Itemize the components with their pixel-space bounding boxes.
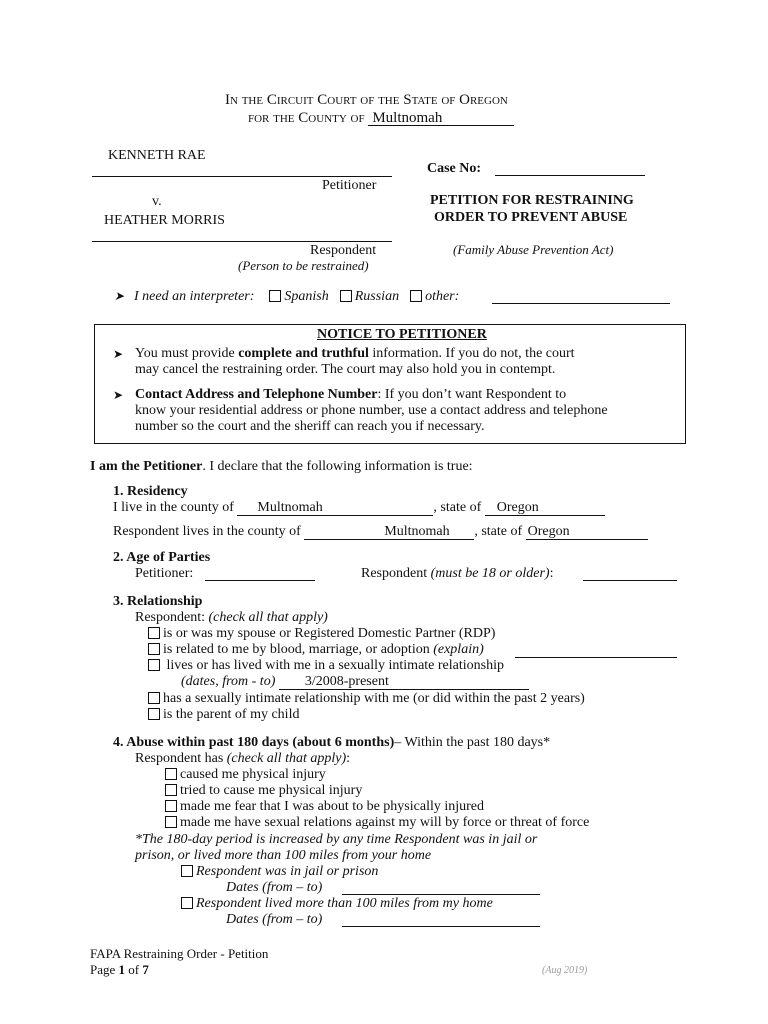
injury-checkbox[interactable] [165,768,177,780]
abuse-item-sexual: made me have sexual relations against my will by force or threat of force [165,815,589,831]
relationship-item-parent: is the parent of my child [148,707,299,723]
arrow-bullet-icon: ➤ [114,289,125,303]
petitioner-name[interactable]: KENNETH RAE [108,148,206,163]
petitioner-age-label: Petitioner: [135,566,194,581]
related-checkbox[interactable] [148,643,160,655]
petitioner-label: Petitioner [322,178,377,193]
respondent-line [92,241,392,242]
versus-label: v. [152,194,162,209]
relationship-item-spouse: is or was my spouse or Registered Domestic Partner (RDP) [148,626,495,642]
miles-row: Respondent lived more than 100 miles from my home [181,896,493,912]
intimate-checkbox[interactable] [148,692,160,704]
abuse-intro: Respondent has (check all that apply): [135,751,350,766]
other-language-label: other: [425,289,460,304]
arrow-bullet-icon: ➤ [113,347,124,361]
court-title: In the Circuit Court of the State of Oregon [225,92,508,108]
page-number: Page 1 of 7 [90,962,149,977]
abuse-item-tried: tried to cause me physical injury [165,783,362,799]
relationship-heading: 3. Relationship [113,594,203,609]
relationship-item-lived-with: lives or has lived with me in a sexually intimate relationship [148,658,504,674]
interpreter-label: I need an interpreter: [134,289,255,304]
notice-title: NOTICE TO PETITIONER [317,327,487,342]
residency-heading: 1. Residency [113,484,188,499]
relationship-intro: Respondent: (check all that apply) [135,610,328,625]
jail-dates-label: Dates (from – to) [226,880,323,895]
fear-checkbox[interactable] [165,800,177,812]
miles-dates-label: Dates (from – to) [226,912,323,927]
relationship-dates-row: (dates, from - to) 3/2008-present [181,674,529,690]
abuse-heading-row: 4. Abuse within past 180 days (about 6 months)– Within the past 180 days* [113,735,551,750]
revision-date: (Aug 2019) [542,965,588,976]
abuse-item-injury: caused me physical injury [165,767,326,783]
respondent-county-field[interactable]: Multnomah [304,525,474,540]
spouse-checkbox[interactable] [148,627,160,639]
notice-emphasis: Contact Address and Telephone Number [135,387,378,402]
petitioner-age-field[interactable] [205,580,315,581]
declaration: I am the Petitioner. I declare that the following information is true: [90,459,473,474]
case-number-line [427,161,481,177]
respondent-age-label-row: Respondent (must be 18 or older): [361,566,554,581]
jail-dates-field[interactable] [342,894,540,895]
jail-row: Respondent was in jail or prison [181,864,378,880]
case-number-label: Case No: [427,161,482,176]
interpreter-row [114,289,459,305]
miles-checkbox[interactable] [181,897,193,909]
notice-box [94,324,686,444]
petition-title-line1: PETITION FOR RESTRAINING [430,193,634,208]
abuse-item-fear: made me fear that I was about to be physically injured [165,799,484,815]
spanish-checkbox[interactable] [269,290,281,302]
relationship-item-related: is related to me by blood, marriage, or adoption (explain) [148,642,484,658]
notice-emphasis: complete and truthful [238,346,369,361]
respondent-state-field[interactable]: Oregon [526,525,648,540]
respondent-label: Respondent [310,243,377,258]
parent-checkbox[interactable] [148,708,160,720]
notice-item-contact: ➤ Contact Address and Telephone Number: If you don’t want Respondent to know your residential address or phone number, use a contact address and telephone number so the court and the sheriff can reach you if necessary. [113,387,608,434]
relationship-dates-field[interactable]: 3/2008-present [279,675,529,690]
petitioner-county-field[interactable]: Multnomah [237,501,433,516]
case-number-field[interactable] [495,175,645,176]
petitioner-state-field[interactable]: Oregon [485,501,605,516]
respondent-age-field[interactable] [583,580,677,581]
abuse-note-line2: prison, or lived more than 100 miles from your home [135,848,432,863]
petitioner-line [92,176,392,177]
relationship-item-intimate: has a sexually intimate relationship with me (or did within the past 2 years) [148,691,585,707]
russian-label: Russian [354,289,400,304]
tried-injury-checkbox[interactable] [165,784,177,796]
abuse-heading: 4. Abuse within past 180 days (about 6 months) [113,735,395,750]
age-heading: 2. Age of Parties [113,550,211,565]
petition-subtitle: (Family Abuse Prevention Act) [453,242,614,257]
lived-with-checkbox[interactable] [148,659,160,671]
residency-petitioner-row: I live in the county of Multnomah , state of Oregon [113,500,605,516]
other-language-checkbox[interactable] [410,290,422,302]
petition-title-line2: ORDER TO PREVENT ABUSE [434,210,628,225]
russian-checkbox[interactable] [340,290,352,302]
miles-dates-field[interactable] [342,926,540,927]
county-line [248,110,514,127]
notice-item-truthful: ➤ You must provide complete and truthful information. If you do not, the court may cancel the restraining order. The court may also hold you in contempt. [113,346,575,377]
spanish-label: Spanish [284,289,329,304]
form-name: FAPA Restraining Order - Petition [90,946,269,961]
county-field[interactable]: Multnomah [368,111,514,126]
other-language-field[interactable] [492,303,670,304]
respondent-name[interactable]: HEATHER MORRIS [104,213,225,228]
respondent-note: (Person to be restrained) [238,258,369,273]
arrow-bullet-icon: ➤ [113,388,124,402]
relationship-explain-field[interactable] [515,657,677,658]
jail-checkbox[interactable] [181,865,193,877]
abuse-note-line1: *The 180-day period is increased by any time Respondent was in jail or [135,832,538,847]
county-prefix: for the County of [248,110,365,126]
residency-respondent-row: Respondent lives in the county of Multnomah , state of Oregon [113,524,648,540]
sexual-force-checkbox[interactable] [165,816,177,828]
